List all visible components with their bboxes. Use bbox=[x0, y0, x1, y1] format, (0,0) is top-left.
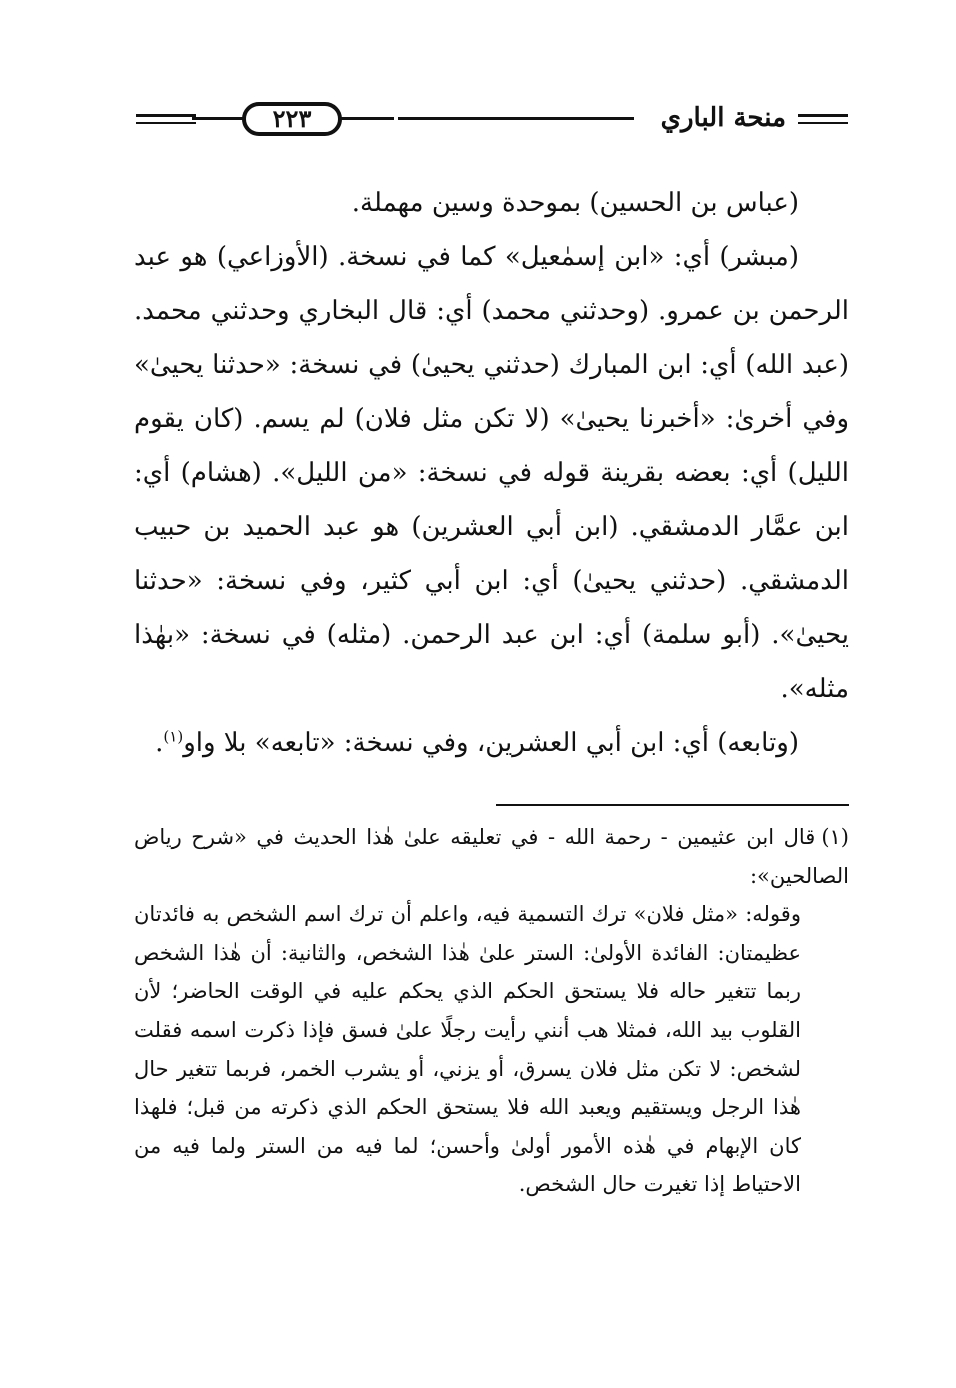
running-title: منحة الباري bbox=[660, 103, 786, 133]
header-rule-right-bottom bbox=[798, 122, 848, 124]
footnote bbox=[134, 818, 849, 1204]
header-rule-right-top bbox=[798, 114, 848, 117]
footnote-reference[interactable]: (١) bbox=[163, 727, 184, 746]
page-header bbox=[136, 100, 848, 144]
header-rule-left-top bbox=[136, 114, 196, 117]
header-rule-middle bbox=[398, 117, 634, 120]
footnote-intro-text: قال ابن عثيمين - رحمة الله - في تعليقه علىٰ هٰذا الحديث في «شرح رياض الصالحين»: bbox=[134, 825, 849, 888]
footnote-quote: وقوله: «مثل فلان» ترك التسمية فيه، واعلم أن ترك اسم الشخص به فائدتان عظيمتان: الفائدة الأولىٰ: الستر علىٰ هٰذا الشخص، والثانية: أن هٰذا الشخص ربما تتغير حاله فلا يستحق الحكم الذي يحكم عليه في الوقت الحاضر؛ لأن القلوب بيد الله، فمثلا هب أنني رأيت رجلًا علىٰ فسق فإذا ذكرت اسمه فقلت لشخص: لا تكن مثل فلان يسرق، أو يزني، أو يشرب الخمر، فربما تتغير حال هٰذا الرجل ويستقيم ويعبد الله فلا يستحق الحكم الذي ذكرته من قبل؛ فلهذا كان الإبهام في هٰذه الأمور أولىٰ وأحسن؛ لما فيه من الستر ولما فيه من الاحتياط إذا تغيرت حال الشخص. bbox=[134, 902, 801, 1197]
badge-line-left bbox=[192, 117, 246, 120]
page-number-badge bbox=[192, 100, 398, 140]
footnote-intro bbox=[134, 818, 849, 895]
footnote-separator bbox=[496, 804, 849, 806]
body-paragraph: (عباس بن الحسين) بموحدة وسين مهملة. bbox=[351, 188, 799, 218]
body-paragraph: (مبشر) أي: «ابن إسمٰعيل» كما في نسخة. (الأوزاعي) هو عبد الرحمن بن عمرو. (وحدثني محمد) أي: قال البخاري وحدثني محمد. (عبد الله) أي: ابن المبارك (حدثني يحيىٰ) في نسخة: «حدثنا يحيىٰ» وفي أخرىٰ: «أخبرنا يحيىٰ» (لا تكن مثل فلان) لم يسم. (كان يقوم الليل) أي: بعضه بقرينة قوله في نسخة: «من الليل». (هشام) أي: ابن عمَّار الدمشقي. (ابن أبي العشرين) هو عبد الحميد بن حبيب الدمشقي. (حدثني يحيىٰ) أي: ابن أبي كثير، وفي نسخة: «حدثنا يحيىٰ». (أبو سلمة) أي: ابن عبد الرحمن. (مثله) في نسخة: «بهٰذا مثله». bbox=[134, 242, 849, 704]
body-paragraph-text: (وتابعه) أي: ابن أبي العشرين، وفي نسخة: «تابعه» بلا واو bbox=[183, 728, 799, 758]
page-number: ٢٢٣ bbox=[272, 104, 312, 133]
badge-line-right bbox=[338, 117, 394, 120]
main-text bbox=[134, 176, 849, 770]
body-paragraph-last: (وتابعه) أي: ابن أبي العشرين، وفي نسخة: «تابعه» بلا واو$^{(١)}$. bbox=[155, 727, 799, 758]
header-rule-left-bottom bbox=[136, 122, 196, 124]
footnote-number: (١) bbox=[821, 825, 849, 849]
